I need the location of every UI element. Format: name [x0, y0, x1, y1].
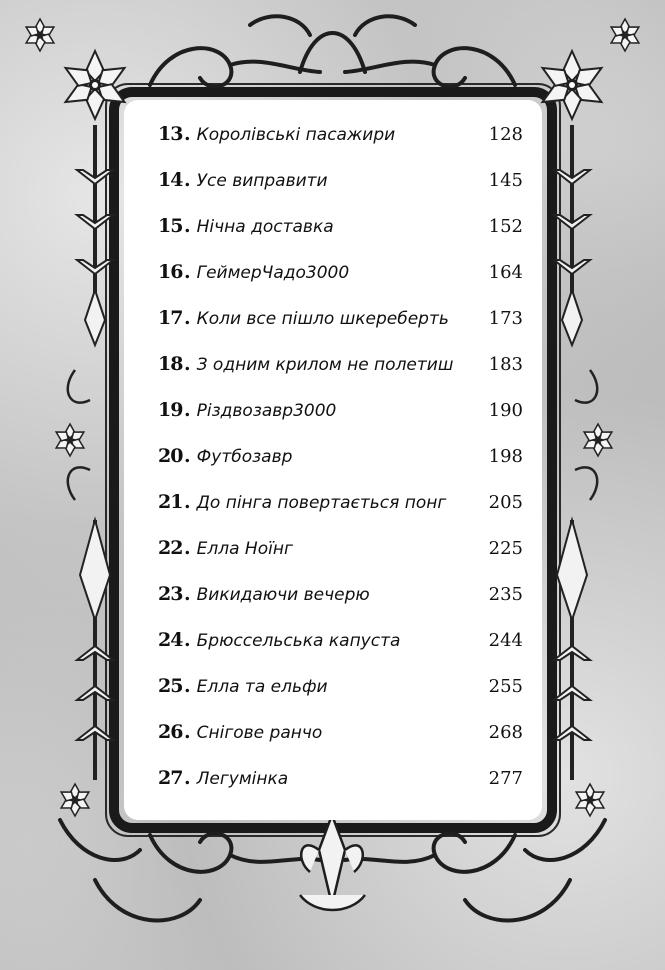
- chapter-title: Легумінка: [196, 769, 289, 789]
- snowflake-icon: [24, 19, 57, 51]
- table-of-contents: [158, 123, 523, 813]
- chapter-number-dot: .: [184, 215, 191, 237]
- chapter-title: Королівські пасажири: [196, 125, 396, 145]
- chapter-title: Елла та ельфи: [196, 677, 328, 697]
- chapter-title: Нічна доставка: [196, 217, 334, 237]
- chapter-number-dot: .: [184, 675, 191, 697]
- toc-entry[interactable]: [158, 261, 523, 307]
- chapter-title: Снігове ранчо: [196, 723, 323, 743]
- chapter-number-dot: .: [184, 721, 191, 743]
- snowflake-icon: [609, 19, 642, 51]
- toc-entry[interactable]: [158, 445, 523, 491]
- page-number: 255: [488, 676, 523, 697]
- chapter-number: 16: [158, 261, 183, 283]
- toc-entry[interactable]: [158, 169, 523, 215]
- chapter-title: ГеймерЧадо3000: [196, 263, 350, 283]
- chapter-number: 23: [158, 583, 183, 605]
- chapter-title: Коли все пішло шкереберть: [196, 309, 449, 329]
- chapter-number: 25: [158, 675, 183, 697]
- page-number: 128: [488, 124, 523, 145]
- chapter-number: 22: [158, 537, 183, 559]
- page-number: 235: [488, 584, 523, 605]
- toc-entry[interactable]: [158, 629, 523, 675]
- chapter-title: Різдвозавр3000: [196, 401, 337, 421]
- chapter-number: 26: [158, 721, 183, 743]
- snowflake-icon: [54, 424, 87, 456]
- chapter-number: 19: [158, 399, 183, 421]
- chapter-number-dot: .: [184, 399, 191, 421]
- page-number: 164: [488, 262, 523, 283]
- chapter-number: 27: [158, 767, 183, 789]
- chapter-number: 18: [158, 353, 183, 375]
- chapter-number: 13: [158, 123, 183, 145]
- chapter-title: З одним крилом не полетиш: [196, 355, 454, 375]
- page-number: 244: [488, 630, 523, 651]
- chapter-title: До пінга повертається понг: [196, 493, 447, 513]
- chapter-number: 14: [158, 169, 183, 191]
- page-number: 225: [488, 538, 523, 559]
- chapter-number: 17: [158, 307, 183, 329]
- chapter-number-dot: .: [184, 583, 191, 605]
- snowflake-icon: [574, 784, 607, 816]
- toc-entry[interactable]: [158, 675, 523, 721]
- chapter-number-dot: .: [184, 353, 191, 375]
- chapter-number-dot: .: [184, 491, 191, 513]
- toc-entry[interactable]: [158, 399, 523, 445]
- chapter-title: Елла Ноїнг: [196, 539, 293, 559]
- toc-entry[interactable]: [158, 767, 523, 813]
- chapter-number: 20: [158, 445, 183, 467]
- page-number: 183: [488, 354, 523, 375]
- chapter-number-dot: .: [184, 307, 191, 329]
- chapter-number-dot: .: [184, 537, 191, 559]
- toc-entry[interactable]: [158, 583, 523, 629]
- snowflake-icon: [59, 784, 92, 816]
- toc-entry[interactable]: [158, 491, 523, 537]
- page-number: 190: [488, 400, 523, 421]
- toc-entry[interactable]: [158, 215, 523, 261]
- page-number: 145: [488, 170, 523, 191]
- chapter-number-dot: .: [184, 445, 191, 467]
- chapter-number-dot: .: [184, 123, 191, 145]
- chapter-number-dot: .: [184, 169, 191, 191]
- chapter-number: 21: [158, 491, 183, 513]
- chapter-number-dot: .: [184, 261, 191, 283]
- chapter-number-dot: .: [184, 767, 191, 789]
- page-number: 277: [488, 768, 523, 789]
- page-number: 198: [488, 446, 523, 467]
- toc-entry[interactable]: [158, 537, 523, 583]
- snowflake-icon: [582, 424, 615, 456]
- chapter-title: Брюссельська капуста: [196, 631, 401, 651]
- chapter-title: Усе виправити: [196, 171, 328, 191]
- page-number: 205: [488, 492, 523, 513]
- chapter-number-dot: .: [184, 629, 191, 651]
- page-number: 173: [488, 308, 523, 329]
- chapter-title: Викидаючи вечерю: [196, 585, 370, 605]
- toc-entry[interactable]: [158, 307, 523, 353]
- chapter-title: Футбозавр: [196, 447, 293, 467]
- chapter-number: 15: [158, 215, 183, 237]
- toc-entry[interactable]: [158, 123, 523, 169]
- toc-entry[interactable]: [158, 721, 523, 767]
- page-number: 152: [488, 216, 523, 237]
- page-number: 268: [488, 722, 523, 743]
- toc-entry[interactable]: [158, 353, 523, 399]
- arrow-ornament-icon: [77, 125, 113, 780]
- chapter-number: 24: [158, 629, 183, 651]
